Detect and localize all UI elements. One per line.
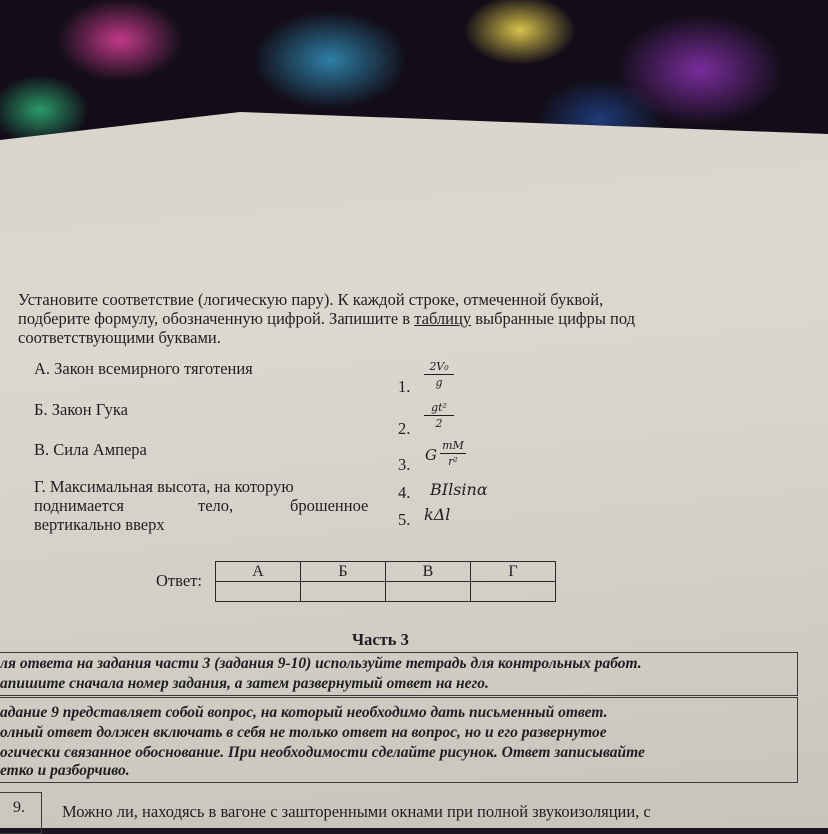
question9-text: Можно ли, находясь в вагоне с зашторенными окнами при полной звукоизоляции, с (62, 802, 651, 821)
answer-cell-v[interactable] (386, 582, 471, 602)
task-line-2: подберите формулу, обозначенную цифрой. Запишите в таблицу выбранные цифры под (18, 309, 636, 328)
answer-label: Ответ: (156, 571, 202, 590)
item-a: А. Закон всемирного тяготения (34, 359, 253, 378)
part3-instruction-line2: апишите сначала номер задания, а затем развернутый ответ на него. (0, 675, 489, 692)
part3-title: Часть 3 (352, 630, 409, 649)
answer-header-row (216, 562, 556, 582)
part3-instruction-line1: ля ответа на задания части 3 (задания 9-10) используйте тетрадь для контрольных работ. (0, 655, 642, 672)
formula-1-number: 1. (398, 377, 411, 396)
formula-2: gt² 2 (424, 401, 454, 430)
formula-5-number: 5. (398, 510, 411, 529)
task9-note-line2: олный ответ должен включать в себя не только ответ на вопрос, но и его развернутое (0, 724, 607, 741)
task-instruction (18, 290, 788, 347)
item-g-line2b: тело, (198, 496, 234, 515)
answer-cell-b[interactable] (301, 582, 386, 602)
item-g-line2a: поднимается (34, 496, 124, 515)
formula-3-prefix: G (425, 446, 437, 464)
task9-note-line3: огически связанное обоснование. При необходимости сделайте рисунок. Ответ записывайте (0, 744, 645, 761)
task-line-3: соответствующими буквами. (18, 328, 221, 347)
item-g-line3: вертикально вверх (34, 515, 165, 534)
task9-note-line1: адание 9 представляет собой вопрос, на который необходимо дать письменный ответ. (0, 704, 608, 721)
answer-header-v: В (386, 562, 471, 582)
item-g-line2c: брошенное (290, 496, 369, 515)
task-line-1: Установите соответствие (логическую пару). К каждой строке, отмеченной буквой, (18, 290, 604, 309)
answer-cell-a[interactable] (216, 582, 301, 602)
task9-note-line4: етко и разборчиво. (0, 762, 130, 779)
item-v: В. Сила Ампера (34, 440, 147, 459)
table-link: таблицу (414, 309, 472, 328)
answer-header-b: Б (301, 562, 386, 582)
answer-value-row (216, 582, 556, 602)
item-b: Б. Закон Гука (34, 400, 128, 419)
answer-header-a: А (216, 562, 301, 582)
formula-4-number: 4. (398, 483, 411, 502)
formula-5: kΔl (424, 505, 451, 524)
formula-4: BIlsinα (430, 480, 488, 499)
formula-3-number: 3. (398, 455, 411, 474)
answer-cell-g[interactable] (471, 582, 556, 602)
formula-3: mM r² (440, 439, 466, 468)
question9-number: 9. (0, 792, 42, 834)
answer-table (215, 561, 556, 602)
formula-1: 2V₀ g (424, 360, 454, 389)
formula-2-number: 2. (398, 419, 411, 438)
answer-header-g: Г (471, 562, 556, 582)
item-g-line1: Г. Максимальная высота, на которую (34, 477, 294, 496)
